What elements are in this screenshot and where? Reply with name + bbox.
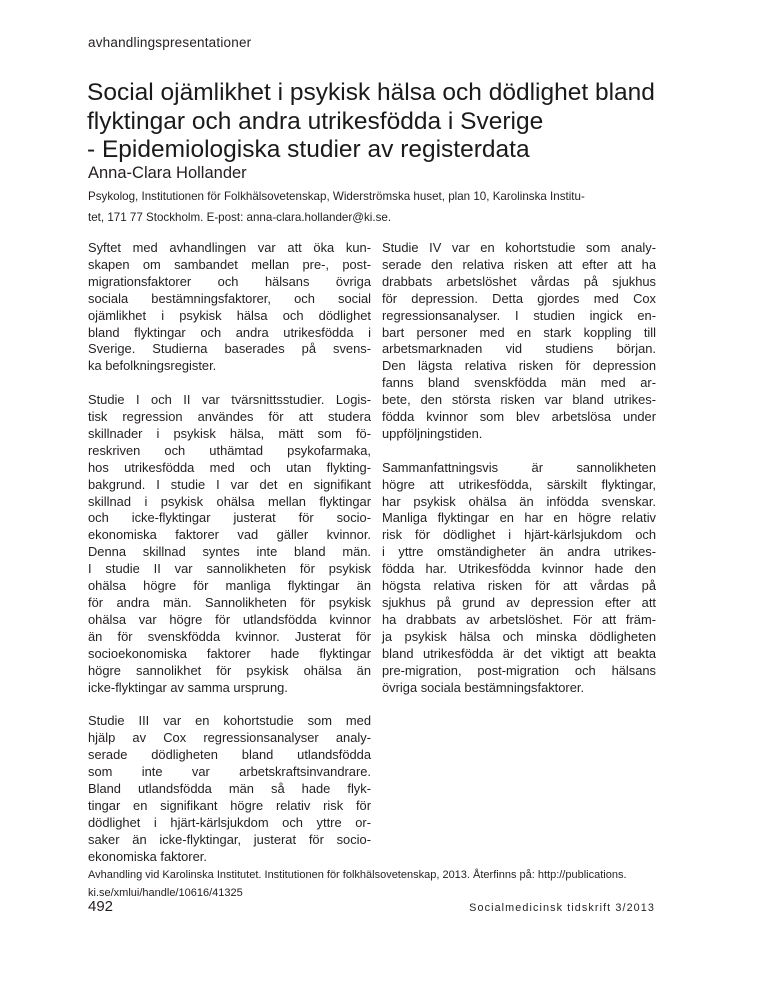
text-line: uppföljningstiden. — [382, 425, 483, 441]
text-line: ka befolkningsregister. — [88, 358, 217, 374]
text-line: ekonomiska faktorer. — [88, 848, 207, 864]
text-line: reskriven och uthämtad psykofarmaka, — [88, 442, 371, 458]
text-line: födda har. Utrikesfödda kvinnor hade den — [382, 561, 656, 577]
text-line: högre att utrikesfödda, särskilt flyktingar, — [382, 476, 656, 492]
text-line: bland flyktingar och andra utrikesfödda i — [88, 324, 371, 340]
text-line: bete, den största risken var bland utrikes- — [382, 392, 656, 408]
text-line: Manliga flyktingar en har en högre relativ — [382, 510, 656, 526]
text-line: högre sannolikhet för psykisk ohälsa än — [88, 662, 371, 678]
affiliation-line: tet, 171 77 Stockholm. E-post: anna-clara.hollander@ki.se. — [88, 211, 392, 224]
text-line: som inte var arbetskraftsinvandrare. — [88, 764, 371, 780]
text-line: I studie II var sannolikheten för psykisk — [88, 561, 371, 577]
text-line: ja psykisk hälsa och minska dödligheten — [382, 628, 656, 644]
text-line: dödlighet i hjärt-kärlsjukdom och yttre or- — [88, 814, 371, 830]
text-line: regressionsanalyser. I studien ingick en- — [382, 307, 656, 323]
title-line: flyktingar och andra utrikesfödda i Sverige — [87, 107, 544, 135]
footnote-line: ki.se/xmlui/handle/10616/41325 — [88, 887, 243, 899]
text-line: för andra män. Sannolikheten för psykisk — [88, 595, 371, 611]
footnote-line: Avhandling vid Karolinska Institutet. Institutionen för folkhälsovetenskap, 2013. Återfinns på: http://publications. — [88, 869, 627, 881]
text-line: Studie III var en kohortstudie som med — [88, 713, 371, 729]
text-line: övriga sociala bestämningsfaktorer. — [382, 679, 585, 695]
body-paragraph — [88, 713, 371, 865]
left-column — [88, 240, 371, 882]
affiliation-line: Psykolog, Institutionen för Folkhälsovetenskap, Widerströmska huset, plan 10, Karolinska Institu- — [88, 190, 585, 203]
text-line: bakgrund. I studie I var det en signifikant — [88, 476, 371, 492]
text-line: sjukhus på grund av depression efter att — [382, 595, 656, 611]
text-line: bland utrikesfödda är det viktigt att beakta — [382, 645, 656, 661]
title-line: - Epidemiologiska studier av registerdata — [87, 136, 530, 163]
title-line: Social ojämlikhet i psykisk hälsa och dödlighet bland — [87, 79, 655, 106]
text-line: Syftet med avhandlingen var att öka kun- — [88, 240, 371, 255]
text-line: och icke-flyktingar justerat för socio- — [88, 510, 371, 526]
text-line: serade den relativa risken att efter att ha — [382, 256, 656, 272]
text-line: saker än icke-flyktingar, justerat för socio- — [88, 831, 371, 847]
text-line: serade dödligheten bland utlandsfödda — [88, 747, 371, 763]
text-line: sociala bestämningsfaktorer, och social — [88, 290, 371, 306]
text-line: arbetsmarknaden vid studiens början. — [382, 341, 656, 357]
text-line: Studie IV var en kohortstudie som analy- — [382, 240, 656, 255]
text-line: ojämlikhet i psykisk hälsa och dödlighet — [88, 307, 371, 323]
text-line: ekonomiska faktorer vad gäller kvinnor. — [88, 527, 371, 543]
text-line: hos utrikesfödda med och utan flykting- — [88, 459, 371, 475]
text-line: för depression. Detta gjordes med Cox — [382, 290, 656, 306]
text-line: Sammanfattningsvis är sannolikheten — [382, 459, 656, 475]
text-line: fanns bland svenskfödda män med ar- — [382, 375, 656, 391]
text-line: pre-migration, post-migration och hälsans — [382, 662, 656, 678]
text-line: i yttre omständigheter än andra utrikes- — [382, 544, 656, 560]
text-line: Denna skillnad syntes inte bland män. — [88, 544, 371, 560]
text-line: skillnader i psykisk hälsa, mätt som fö- — [88, 425, 371, 441]
text-line: migrationsfaktorer och hälsans övriga — [88, 273, 371, 289]
author-affiliation — [88, 186, 678, 228]
text-line: Den lägsta relativa risken för depression — [382, 358, 656, 374]
right-column — [382, 240, 656, 713]
text-line: icke-flyktingar av samma ursprung. — [88, 679, 288, 695]
text-line: har psykisk ohälsa än infödda svenskar. — [382, 493, 656, 509]
text-line: tingar en signifikant högre relativ risk för — [88, 797, 371, 813]
body-paragraph — [88, 392, 371, 696]
body-paragraph — [382, 460, 656, 697]
text-line: Bland utlandsfödda män så hade flyk- — [88, 780, 371, 796]
page-number: 492 — [88, 898, 114, 915]
text-line: Sverige. Studierna baserades på svens- — [88, 341, 371, 357]
text-line: hjälp av Cox regressionsanalyser analy- — [88, 730, 371, 746]
text-line: högsta relativa risken för att vårdas på — [382, 578, 656, 594]
text-line: tisk regression användes för att studera — [88, 409, 371, 425]
text-line: skillnad i psykisk ohälsa mellan flyktingar — [88, 493, 371, 509]
text-line: ohälsa högre för manliga flyktingar än — [88, 578, 371, 594]
body-paragraph — [382, 240, 656, 443]
text-line: skapen om sambandet mellan pre-, post- — [88, 256, 371, 272]
text-line: socioekonomiska faktorer hade flyktingar — [88, 645, 371, 661]
body-paragraph — [88, 240, 371, 375]
article-title — [87, 79, 687, 165]
text-line: bart personer med en stark koppling till — [382, 324, 656, 340]
text-line: födda kvinnor som blev arbetslösa under — [382, 409, 656, 425]
text-line: drabbats arbetslöshet vårdas på sjukhus — [382, 273, 656, 289]
text-line: ha drabbats av arbetslöshet. För att främ- — [382, 611, 656, 627]
text-line: Studie I och II var tvärsnittsstudier. Logis- — [88, 392, 371, 408]
text-line: än för svenskfödda kvinnor. Justerat för — [88, 628, 371, 644]
journal-name: Socialmedicinsk tidskrift 3/2013 — [469, 902, 655, 914]
text-line: risk för dödlighet i hjärt-kärlsjukdom och — [382, 527, 656, 543]
author-name: Anna-Clara Hollander — [88, 164, 247, 182]
footnote — [88, 866, 678, 902]
text-line: ohälsa var högre för utlandsfödda kvinnor — [88, 611, 371, 627]
section-label: avhandlingspresentationer — [88, 35, 252, 50]
